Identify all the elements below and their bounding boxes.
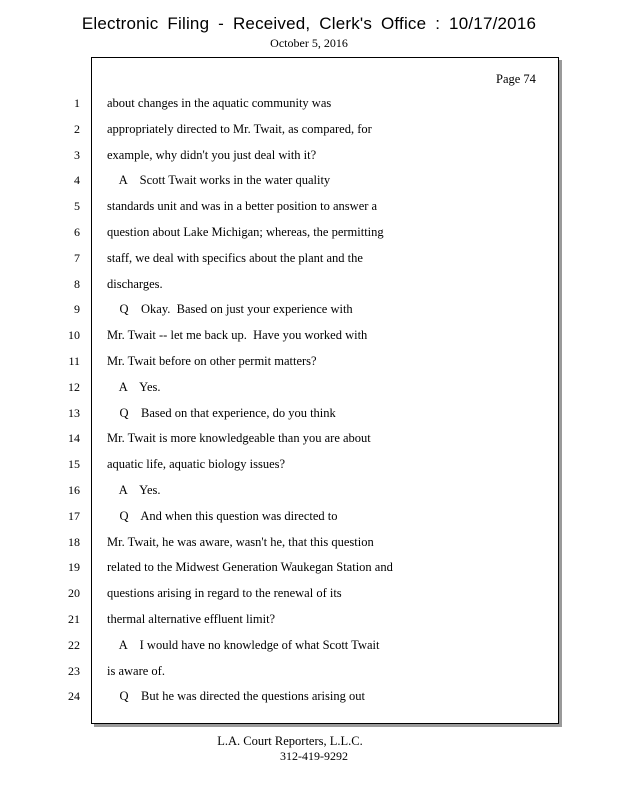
transcript-line-text: Mr. Twait before on other permit matters?	[107, 354, 317, 368]
transcript-line-text: Mr. Twait, he was aware, wasn't he, that this question	[107, 534, 374, 549]
transcript-line-text: Mr. Twait -- let me back up. Have you worked with	[107, 328, 368, 343]
line-number: 2	[74, 121, 80, 136]
transcript-line-text: standards unit and was in a better position to answer a	[107, 199, 378, 214]
transcript-line-text: Q Okay. Based on just your experience with	[107, 302, 353, 317]
transcript-line-text: A Scott Twait works in the water quality	[107, 173, 331, 188]
line-number: 11	[68, 354, 80, 368]
transcript-line-text: example, why didn't you just deal with it?	[107, 147, 317, 162]
transcript-line-text: about changes in the aquatic community was	[107, 96, 332, 110]
line-number: 24	[68, 689, 80, 704]
line-number: 8	[74, 276, 80, 291]
line-number: 14	[68, 431, 80, 446]
court-reporter-phone: 312-419-9292	[280, 749, 348, 763]
line-number: 9	[74, 302, 80, 317]
transcript-line-text: related to the Midwest Generation Waukegan Station and	[107, 560, 393, 575]
transcript-line-text: thermal alternative effluent limit?	[107, 612, 276, 626]
line-number: 1	[74, 96, 80, 110]
transcript-line-text: Q But he was directed the questions arising out	[107, 689, 365, 704]
transcript-line-text: Q Based on that experience, do you think	[107, 405, 336, 420]
transcript-line-text: questions arising in regard to the renewal of its	[107, 586, 342, 601]
transcript-line-text: is aware of.	[107, 663, 165, 678]
transcript-line-text: A I would have no knowledge of what Scott Twait	[107, 637, 380, 652]
line-number: 22	[68, 637, 80, 652]
deposition-date: October 5, 2016	[270, 36, 348, 50]
line-number: 20	[68, 586, 80, 601]
line-number: 6	[74, 225, 80, 239]
line-number: 12	[68, 379, 80, 394]
line-number: 3	[74, 147, 80, 162]
page-number: Page 74	[496, 72, 536, 86]
transcript-line-text: A Yes.	[107, 483, 161, 497]
filing-stamp: Electronic Filing - Received, Clerk's Office : 10/17/2016	[81, 14, 537, 33]
line-number: 7	[74, 250, 80, 265]
line-number: 23	[68, 663, 80, 678]
line-number: 5	[74, 199, 80, 214]
line-number: 19	[68, 560, 80, 575]
transcript-line-text: appropriately directed to Mr. Twait, as compared, for	[107, 121, 372, 136]
line-number: 16	[68, 483, 80, 497]
line-number: 15	[68, 457, 80, 472]
line-number: 4	[74, 173, 80, 188]
line-number: 18	[68, 534, 80, 549]
transcript-line-text: staff, we deal with specifics about the plant and the	[107, 250, 363, 265]
court-reporter-name: L.A. Court Reporters, L.L.C.	[217, 734, 363, 748]
transcript-line-text: A Yes.	[107, 379, 161, 394]
line-number: 17	[68, 508, 80, 523]
line-number: 10	[68, 328, 80, 343]
transcript-line-text: question about Lake Michigan; whereas, the permitting	[107, 225, 384, 239]
transcript-line-text: discharges.	[107, 276, 163, 291]
transcript-line-text: Q And when this question was directed to	[107, 508, 338, 523]
line-number: 21	[68, 612, 80, 626]
transcript-line-text: aquatic life, aquatic biology issues?	[107, 457, 286, 472]
line-number: 13	[68, 405, 80, 420]
transcript-line-text: Mr. Twait is more knowledgeable than you are about	[107, 431, 371, 446]
